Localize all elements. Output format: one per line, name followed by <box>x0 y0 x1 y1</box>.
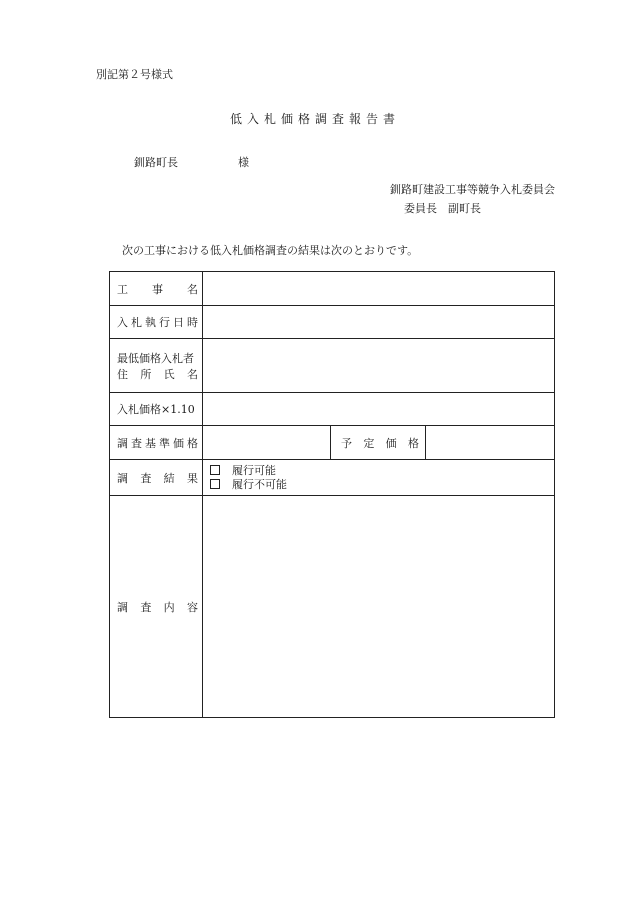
label-text: 入 札 執 行 日 時 <box>117 316 198 329</box>
row-bid-price-tax <box>110 393 555 426</box>
row-construction-name <box>110 272 555 306</box>
label-bid-datetime <box>110 306 203 339</box>
value-bid-price-tax[interactable] <box>203 393 555 426</box>
value-construction-name[interactable] <box>203 272 555 306</box>
row-survey-content <box>110 496 555 718</box>
label-text: 予 定 価 格 <box>341 436 419 450</box>
option-label: 履行可能 <box>232 463 276 477</box>
label-text: 入札価格×1.10 <box>117 403 195 416</box>
label-text-line2: 住 所 氏 名 <box>117 367 198 381</box>
addressee-honorific: 様 <box>238 156 249 169</box>
addressee: 釧路町長 <box>134 156 178 169</box>
label-text: 調 査 基 準 価 格 <box>117 436 198 450</box>
label-planned-price <box>331 426 426 460</box>
intro-sentence: 次の工事における低入札価格調査の結果は次のとおりです。 <box>122 244 419 257</box>
report-table <box>109 271 555 718</box>
value-lowest-bidder[interactable] <box>203 339 555 393</box>
option-label: 履行不可能 <box>232 477 287 491</box>
label-text: 調 査 結 果 <box>117 471 198 485</box>
label-text: 調 査 内 容 <box>117 600 198 614</box>
label-survey-base-price <box>110 426 203 460</box>
issuer-committee: 釧路町建設工事等競争入札委員会 <box>390 183 555 196</box>
label-text: 工 事 名 <box>117 282 198 296</box>
value-survey-result <box>203 460 555 496</box>
row-prices <box>110 426 555 460</box>
row-bid-datetime <box>110 306 555 339</box>
checkbox-icon[interactable] <box>210 479 220 489</box>
option-performable[interactable] <box>203 464 554 478</box>
value-survey-content[interactable] <box>203 496 555 718</box>
label-text-line1: 最低価格入札者 <box>117 351 194 365</box>
value-planned-price[interactable] <box>426 426 555 460</box>
label-lowest-bidder <box>110 339 203 393</box>
row-lowest-bidder <box>110 339 555 393</box>
label-bid-price-tax <box>110 393 203 426</box>
label-survey-result <box>110 460 203 496</box>
label-survey-content <box>110 496 203 718</box>
value-survey-base-price[interactable] <box>203 426 331 460</box>
checkbox-icon[interactable] <box>210 465 220 475</box>
form-number: 別記第２号様式 <box>96 68 173 81</box>
document-title: 低入札価格調査報告書 <box>229 112 400 126</box>
value-bid-datetime[interactable] <box>203 306 555 339</box>
row-survey-result <box>110 460 555 496</box>
issuer-role: 委員長 副町長 <box>404 202 481 215</box>
option-not-performable[interactable] <box>203 478 554 492</box>
label-construction-name <box>110 272 203 306</box>
